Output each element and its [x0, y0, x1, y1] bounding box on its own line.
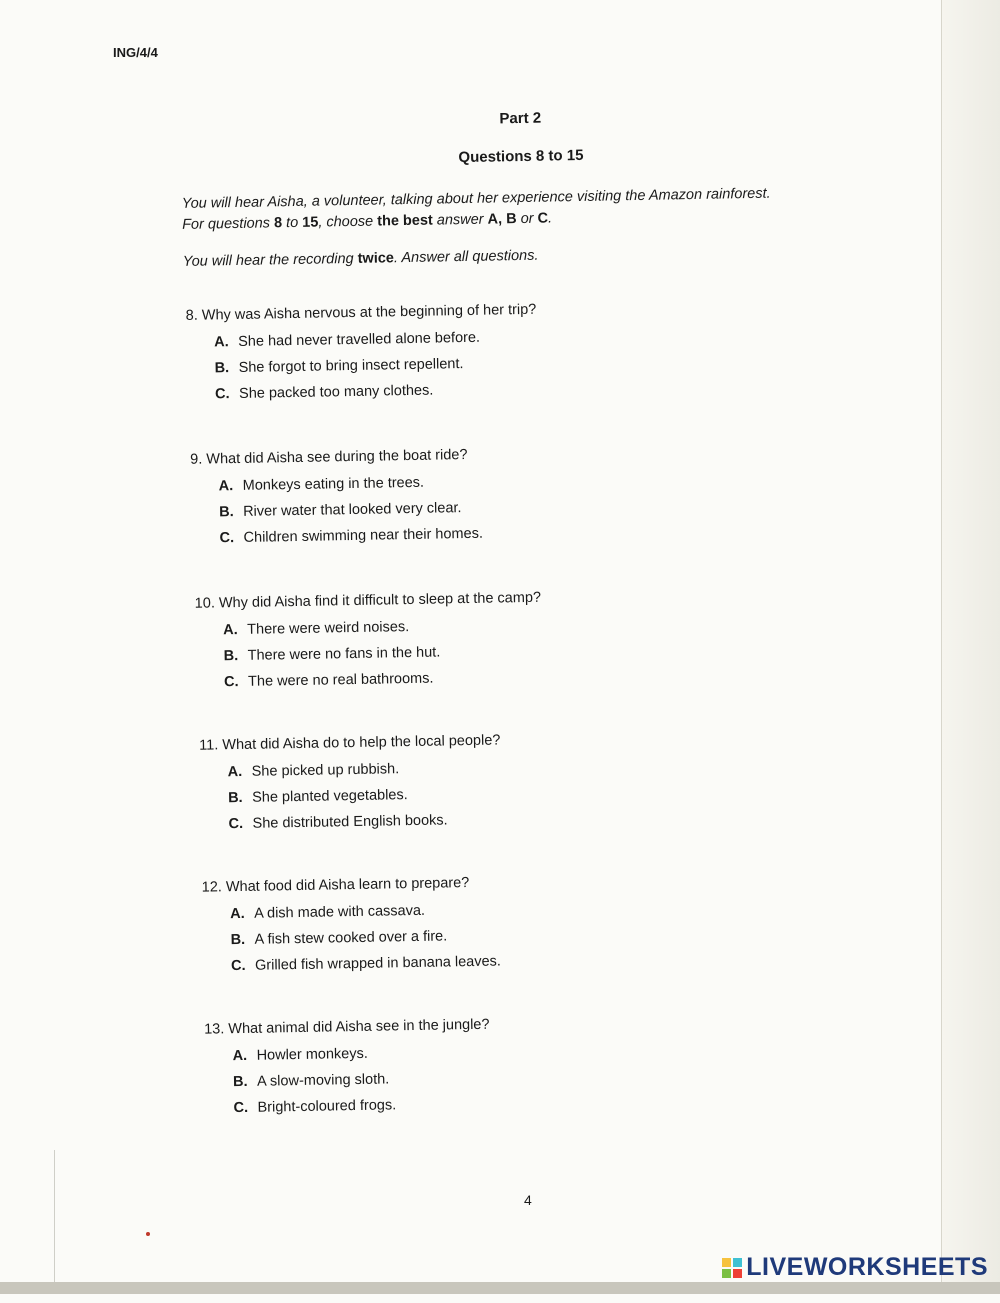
option-text: She had never travelled alone before. [238, 329, 481, 350]
instructions-line-2: For questions 8 to 15, choose the best answer A, B or C. [181, 210, 553, 233]
answer-option[interactable] [230, 927, 500, 948]
question-item [190, 447, 483, 557]
option-letter: C. [228, 815, 244, 833]
option-text: There were weird noises. [247, 619, 410, 638]
questions-range: Questions 8 to 15 [458, 146, 584, 167]
option-letter: C. [214, 386, 230, 403]
page-number: 4 [524, 1192, 532, 1208]
option-text: Howler monkeys. [256, 1045, 368, 1064]
option-text: She planted vegetables. [251, 787, 408, 806]
question-stem: 12. What food did Aisha learn to prepare? [201, 875, 470, 896]
option-text: Grilled fish wrapped in banana leaves. [254, 953, 502, 974]
option-text: A dish made with cassava. [254, 902, 426, 922]
answer-option[interactable] [233, 1070, 491, 1090]
option-letter: B. [228, 789, 243, 807]
answer-option[interactable] [219, 500, 483, 521]
option-letter: A. [218, 478, 234, 495]
question-item [195, 590, 543, 701]
answer-option[interactable] [233, 1096, 491, 1116]
instructions-line-3: You will hear the recording twice. Answer all questions. [182, 247, 539, 270]
option-text: A slow-moving sloth. [256, 1071, 390, 1090]
option-letter: B. [230, 931, 246, 949]
option-letter: B. [223, 648, 239, 665]
question-item [202, 874, 502, 984]
instructions-line-1: You will hear Aisha, a volunteer, talking about her experience visiting the Amazon rainforest. [181, 185, 771, 212]
question-stem: 11. What did Aisha do to help the local people? [199, 732, 501, 754]
answer-option[interactable] [224, 669, 543, 691]
question-item [186, 302, 538, 413]
part-title: Part 2 [499, 109, 542, 128]
option-text: There were no fans in the hut. [247, 644, 441, 664]
question-item [199, 732, 502, 842]
option-letter: B. [219, 504, 234, 521]
option-letter: B. [232, 1073, 248, 1091]
option-letter: A. [230, 905, 245, 923]
option-text: She forgot to bring insect repellent. [238, 356, 464, 376]
answer-option[interactable] [223, 617, 542, 639]
liveworksheets-logo [722, 1253, 988, 1282]
answer-option[interactable] [231, 953, 501, 974]
option-letter: B. [214, 360, 230, 377]
option-letter: C. [223, 674, 239, 691]
answer-option[interactable] [214, 329, 537, 351]
option-letter: A. [227, 763, 243, 781]
option-text: River water that looked very clear. [243, 500, 462, 520]
option-letter: C. [230, 957, 246, 975]
option-text: She picked up rubbish. [251, 761, 400, 780]
option-letter: C. [219, 530, 235, 547]
question-stem: 10. Why did Aisha find it difficult to sleep at the camp? [194, 589, 542, 612]
option-text: Bright-coloured frogs. [257, 1097, 397, 1116]
answer-option[interactable] [230, 901, 500, 922]
option-text: She distributed English books. [252, 812, 448, 832]
option-text: Monkeys eating in the trees. [242, 474, 425, 494]
question-stem: 13. What animal did Aisha see in the jungle? [204, 1016, 490, 1038]
option-letter: A. [232, 1047, 248, 1065]
answer-option[interactable] [228, 785, 501, 806]
answer-option[interactable] [219, 474, 483, 495]
option-text: She packed too many clothes. [238, 382, 434, 402]
answer-option[interactable] [228, 811, 501, 832]
option-text: Children swimming near their homes. [243, 525, 484, 546]
answer-option[interactable] [224, 643, 543, 665]
answer-option[interactable] [233, 1044, 491, 1064]
answer-option[interactable] [214, 355, 537, 377]
option-letter: A. [214, 334, 229, 351]
answer-option[interactable] [219, 526, 483, 547]
question-stem: 8. Why was Aisha nervous at the beginning of her trip? [185, 301, 537, 324]
document-code: ING/4/4 [113, 45, 158, 60]
logo-text: LIVEWORKSHEETS [746, 1253, 988, 1281]
option-text: The were no real bathrooms. [247, 670, 434, 690]
option-letter: A. [223, 622, 238, 639]
instructions [182, 182, 873, 236]
answer-option[interactable] [228, 759, 501, 780]
option-text: A fish stew cooked over a fire. [254, 928, 448, 948]
question-stem: 9. What did Aisha see during the boat ride? [190, 446, 468, 468]
question-item [204, 1017, 491, 1127]
option-letter: C. [233, 1099, 249, 1117]
red-mark [146, 1232, 150, 1236]
logo-icon [722, 1258, 742, 1278]
answer-option[interactable] [215, 381, 538, 403]
